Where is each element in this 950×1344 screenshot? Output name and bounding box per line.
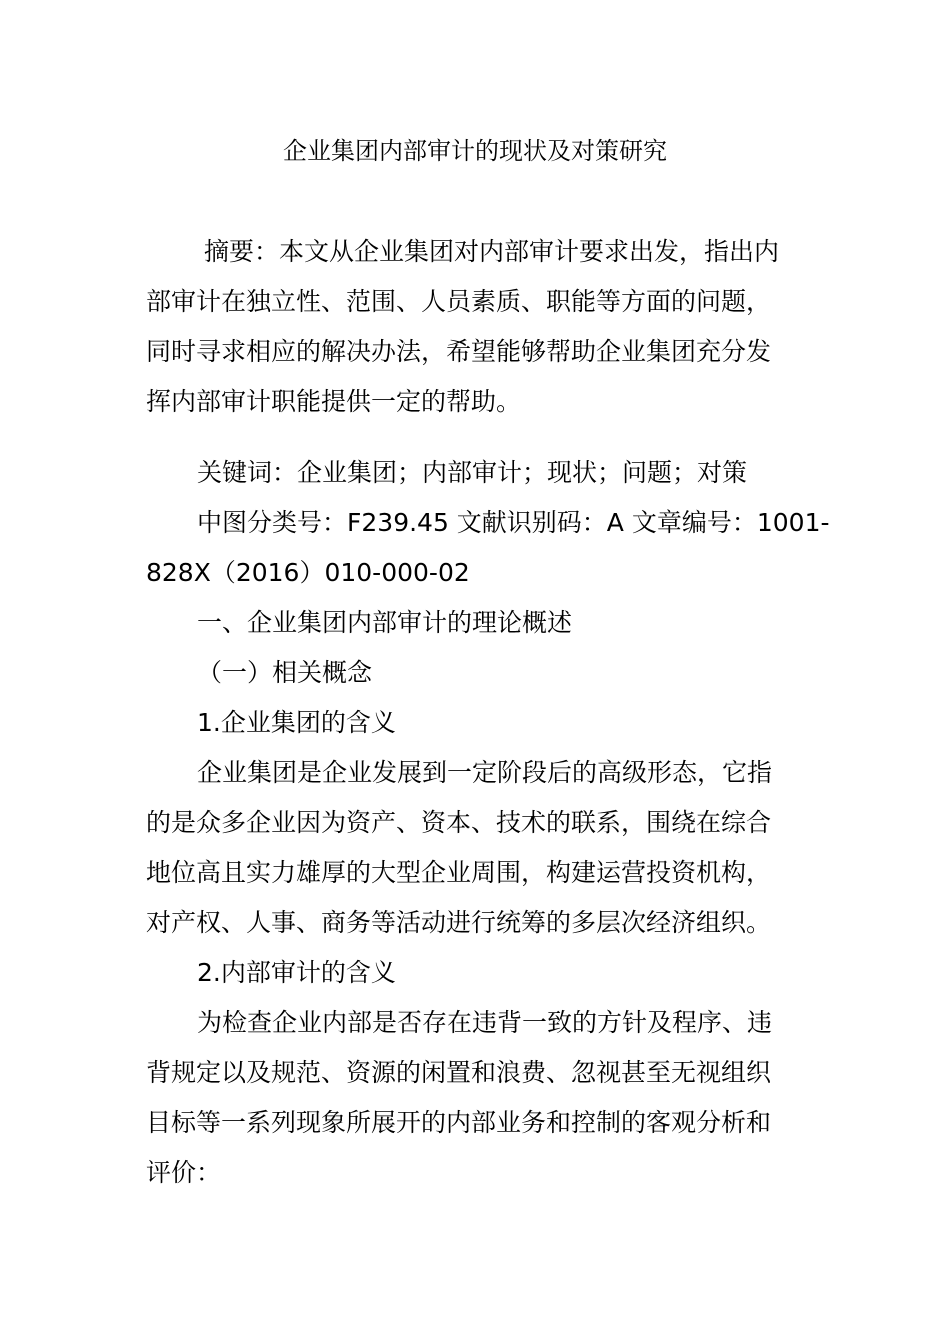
- body-line: 评价：: [146, 1158, 222, 1187]
- document-title: 企业集团内部审计的现状及对策研究: [283, 137, 667, 165]
- section-heading: 一、企业集团内部审计的理论概述: [197, 608, 573, 637]
- abstract-line: 部审计在独立性、范围、人员素质、职能等方面的问题，: [146, 287, 772, 316]
- body-line: 为检查企业内部是否存在违背一致的方针及程序、违: [197, 1008, 773, 1037]
- abstract-line: 同时寻求相应的解决办法，希望能够帮助企业集团充分发: [146, 337, 772, 366]
- body-line: 背规定以及规范、资源的闲置和浪费、忽视甚至无视组织: [146, 1058, 772, 1087]
- body-line: 对产权、人事、商务等活动进行统筹的多层次经济组织。: [146, 908, 772, 937]
- body-line: 目标等一系列现象所展开的内部业务和控制的客观分析和: [146, 1108, 772, 1137]
- item-heading: 2.内部审计的含义: [197, 958, 396, 987]
- keywords: 关键词：企业集团；内部审计；现状；问题；对策: [197, 458, 748, 487]
- subsection-heading: （一）相关概念: [197, 658, 373, 687]
- abstract: [146, 227, 806, 427]
- classification-line: 中图分类号：F239.45 文献识别码：A 文章编号：1001-: [197, 508, 830, 537]
- body-line: 企业集团是企业发展到一定阶段后的高级形态，它指: [197, 758, 773, 787]
- body-line: 的是众多企业因为资产、资本、技术的联系，围绕在综合: [146, 808, 772, 837]
- abstract-line: 摘要：本文从企业集团对内部审计要求出发，指出内: [204, 237, 780, 266]
- classification-line: 828X（2016）010-000-02: [146, 558, 470, 587]
- item-heading: 1.企业集团的含义: [197, 708, 396, 737]
- abstract-line: 挥内部审计职能提供一定的帮助。: [146, 387, 522, 416]
- keywords-block: [146, 448, 830, 1198]
- body-line: 地位高且实力雄厚的大型企业周围，构建运营投资机构，: [146, 858, 772, 887]
